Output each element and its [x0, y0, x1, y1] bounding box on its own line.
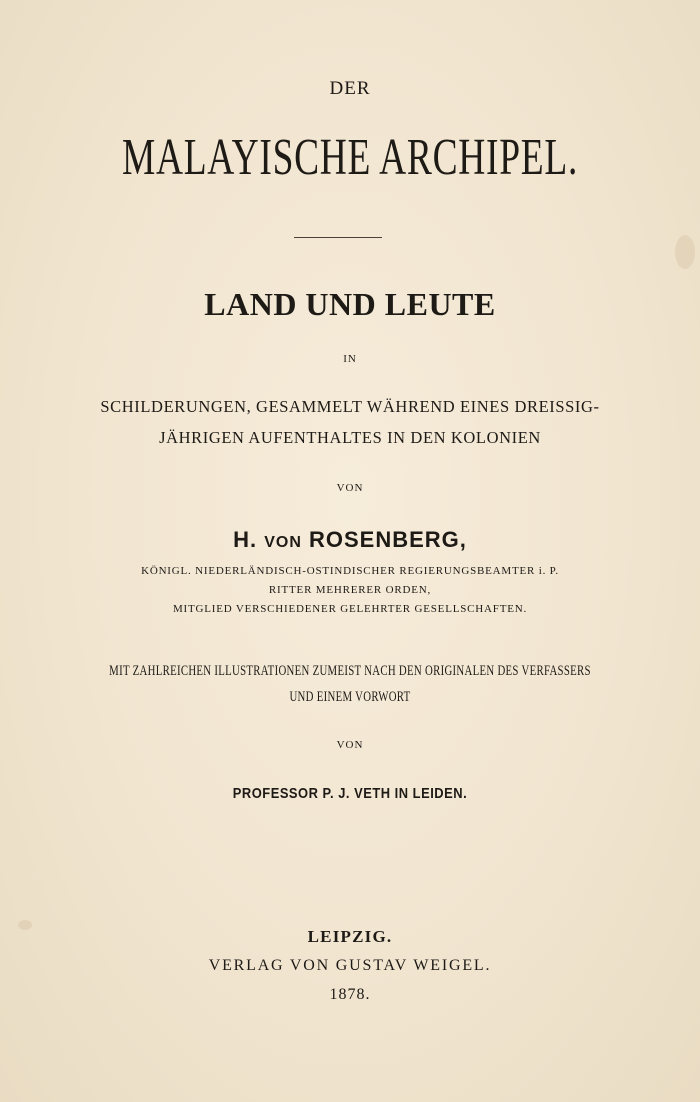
- author-affiliation-1: KÖNIGL. NIEDERLÄNDISCH-OSTINDISCHER REGIERUNGSBEAMTER i. P.: [141, 565, 559, 577]
- title-divider: [294, 237, 382, 238]
- publication-city: LEIPZIG.: [307, 927, 393, 946]
- illustrations-note-1: MIT ZAHLREICHEN ILLUSTRATIONEN ZUMEIST NACH DEN ORIGINALEN DES VERFASSERS: [109, 663, 591, 679]
- author-name: [0, 527, 700, 553]
- author-affiliation-3: MITGLIED VERSCHIEDENER GELEHRTER GESELLSCHAFTEN.: [172, 603, 528, 615]
- author-surname: ROSENBERG,: [309, 527, 467, 552]
- publication-year: 1878.: [329, 986, 371, 1003]
- title-article: DER: [329, 78, 371, 99]
- description-line-1: SCHILDERUNGEN, GESAMMELT WÄHREND EINES DREISSIG-: [100, 397, 600, 416]
- description-line-2: JÄHRIGEN AUFENTHALTES IN DEN KOLONIEN: [159, 428, 541, 447]
- preface-author: PROFESSOR P. J. VETH IN LEIDEN.: [232, 785, 468, 802]
- publisher: VERLAG VON GUSTAV WEIGEL.: [208, 957, 492, 974]
- author-particle: VON: [264, 534, 302, 551]
- connector-in: IN: [343, 353, 357, 365]
- main-title: MALAYISCHE ARCHIPEL.: [121, 129, 579, 186]
- subtitle: LAND UND LEUTE: [204, 286, 496, 322]
- foxing-spot: [675, 235, 695, 269]
- connector-von-1: VON: [336, 482, 364, 494]
- author-initial: H.: [233, 527, 258, 552]
- connector-von-2: VON: [336, 739, 364, 751]
- illustrations-note-2: UND EINEM VORWORT: [289, 689, 411, 705]
- author-affiliation-2: RITTER MEHRERER ORDEN,: [268, 584, 432, 596]
